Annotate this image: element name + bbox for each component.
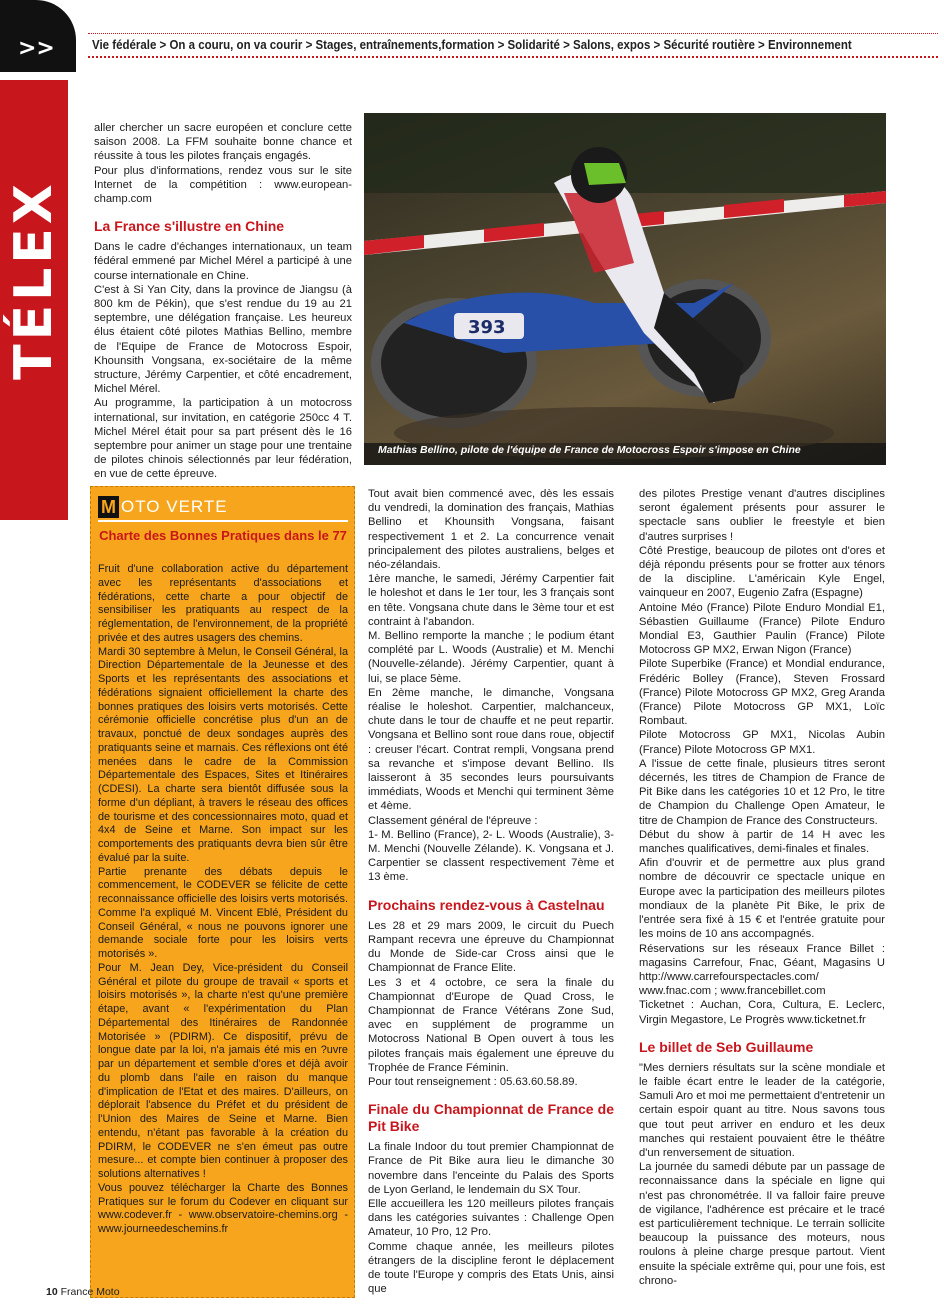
box-divider [98,520,348,522]
paragraph: Les 3 et 4 octobre, ce sera la finale du Championnat d'Europe de Quad Cross, le Championnat de France Vétérans Zone Sud, avec en supplément de programme un Motocross National B Open ouvert à tous les pilotes français mais également une épreuve du Trophée de France Féminin. [368,976,614,1074]
paragraph: Classement général de l'épreuve : [368,814,538,827]
paragraph: 1- M. Bellino (France), 2- L. Woods (Australie), 3- M. Menchi (Nouvelle Zélande). K. Vongsana et J. Carpentier se classent respectivement 7ème et 13 ème. [368,828,614,884]
section-label [4,140,64,420]
paragraph: Mardi 30 septembre à Melun, le Conseil Général, la Direction Départementale de la Jeunesse et des Sports et les représentants des associations et fédérations signaient officiellement la charte des bonnes pratiques des loisirs verts motorisés. Cette cérémonie officielle concrétise plus d'un an de travaux, ponctué de deux sondages auprès des pratiquants seine et marnais. Ces réflexions ont été menées dans le cadre de la Commission Départementale des Espaces, Sites et Itinéraires (CDESI). La charte sera bientôt diffusée sous la forme d'un dépliant, à travers le réseau des offices de tourisme et des concessionnaires moto, quad et 4x4 de Seine et Marne. Son impact sur les comportements des pratiquants devra bien sûr être évalué par la suite. [98,645,348,864]
paragraph: Pilote Motocross GP MX1, Nicolas Aubin (France) Pilote Motocross GP MX1. [639,729,885,756]
paragraph: Pour tout renseignement : 05.63.60.58.89. [368,1075,578,1088]
photo-illustration [364,113,886,465]
page-footer [46,1286,120,1298]
box-body [98,563,348,1237]
paragraph: Ticketnet : Auchan, Cora, Cultura, E. Leclerc, Virgin Megastore, Le Progrès www.ticketnet.fr [639,999,885,1026]
paragraph: Comme chaque année, les meilleurs pilotes étrangers de la discipline feront le déplacement de toute l'Europe y compris des Etats Unis, ainsi que [368,1240,614,1296]
column-2 [368,487,614,1296]
column-3 [639,487,885,1288]
section-title: TÉLEX [4,180,64,380]
motocross-photo [364,113,886,465]
article-heading: Prochains rendez-vous à Castelnau [368,896,605,913]
paragraph: "Mes derniers résultats sur la scène mondiale et le faible écart entre le leader de la catégorie, Samuli Aro et moi me permettaient d'entretenir un certain espoir quant au titre. Nous savons tous que tout peut arriver en enduro et les deux manches qui restaient pouvaient être le théâtre d'un renversement de situation. [639,1061,885,1159]
paragraph: La finale Indoor du tout premier Championnat de France de Pit Bike aura lieu le dimanche 30 novembre dans l'enceinte du Palais des Sports de Lyon Gerland, le lendemain du SX Tour. [368,1141,614,1196]
paragraph: Pour plus d'informations, rendez vous sur le site Internet de la compétition : www.european-champ.com [94,164,352,206]
paragraph: Fruit d'une collaboration active du département avec les représentants d'associations et fédérations, cette charte a pour objectif de sensibiliser les pratiquants au respect de la réglementation, de l'environnement, de la propriété privée et des autres usagers des chemins. [98,563,348,644]
paragraph: Les 28 et 29 mars 2009, le circuit du Puech Rampant recevra une épreuve du Championnat du Monde de Side-car Cross ainsi que le Championnat de France Elite. [368,919,614,975]
paragraph: Début du show à partir de 14 H avec les manches qualificatives, demi-finales et finales. [639,828,885,856]
paragraph: des pilotes Prestige venant d'autres disciplines seront également présents pour assurer le spectacle sans oublier le freestyle et bien d'autres surprises ! [639,488,885,543]
article-heading: Le billet de Seb Guillaume [639,1038,814,1055]
divider [88,56,938,58]
article-heading: La France s'illustre en Chine [94,218,285,235]
divider-top [88,33,938,34]
magazine-name: France Moto [60,1286,120,1298]
paragraph: M. Bellino remporte la manche ; le podium étant complété par L. Woods (Australie) et M. Menchi (Nouvelle-zélande). Jérémy Carpentier, quant à lui, se place 5ème. [368,630,614,685]
paragraph: Antoine Méo (France) Pilote Enduro Mondial E1, Sébastien Guillaume (France) Pilote Enduro Mondial E3, Gauthier Paulin (France) Pilote Motocross GP MX2, Erwan Nigon (France) [639,601,885,657]
brand-initial: M [98,496,119,518]
paragraph: Pour M. Jean Dey, Vice-président du Conseil Général et pilote du groupe de travail « sports et loisirs motorisés », la charte n'est qu'une première étape, avant « l'expérimentation du Plan Départemental des Itinéraires de Randonnée Motorisée » (PDIRM). Ce dispositif, prévu de longue date par la loi, n'a jamais été mis en ?uvre par un département et semble d'ores et déjà avoir du plomb dans l'aile en raison du manque d'implication de l'Etat et des maires. D'ailleurs, on déplorait l'absence du Préfet et du président de l'Union des Maires de Seine et Marne. Bien entendu, n'étant pas favorable à la création du PDIRM, le CODEVER ne s'en émeut pas outre mesure... et compte bien continuer à proposer des solutions alternatives ! [98,961,348,1180]
box-brand [98,496,228,518]
paragraph: Côté Prestige, beaucoup de pilotes ont d'ores et déjà répondu présents pour se frotter aux ténors de la discipline. L'américain Kyle Engel, vainqueur en 2007, Eugenio Zafra (Espagne) [639,544,885,600]
box-heading: Charte des Bonnes Pratiques dans le 77 [99,528,347,543]
article-heading: Finale du Championnat de France de Pit Bike [368,1101,614,1135]
column-1 [94,121,352,482]
paragraph: Vous pouvez télécharger la Charte des Bonnes Pratiques sur le forum du Codever en cliquant sur www.codever.fr - www.observatoire-chemins.org - www.journeedeschemins.fr [98,1181,348,1235]
paragraph: En 2ème manche, le dimanche, Vongsana réalise le holeshot. Carpentier, malchanceux, chute dans le tour de chauffe et ne peut repartir. Vongsana et Bellino sont roue dans roue, objectif : creuser l'écart. Contrat rempli, Vongsana prend sa revanche et s'impose devant Bellino. Ils laisseront à 35 secondes leurs poursuivants immédiats, Woods et Menchi qui terminent 3ème et 4ème. [368,686,614,813]
paragraph: Réservations sur les réseaux France Billet : magasins Carrefour, Fnac, Géant, Magasins U http://www.carrefourspectacles.com/ www.fnac.com ; www.francebillet.com [639,942,885,998]
paragraph: Dans le cadre d'échanges internationaux, un team fédéral emmené par Michel Mérel a participé à une course internationale en Chine. [94,241,352,282]
paragraph: C'est à Si Yan City, dans la province de Jiangsu (à 800 km de Pékin), que s'est rendue du 19 au 21 septembre, une délégation française. Les heureux élus étaient côté pilotes Mathias Bellino, membre de l'Equipe de France de Motocross Espoir, Khounsith Vongsana, ex-sociétaire de la même structure, Jérémy Carpentier, et côté encadrement, Michel Mérel. [94,283,352,396]
paragraph: Elle accueillera les 120 meilleurs pilotes français dans les catégories suivantes : Challenge Open Amateur, 10 Pro, 12 Pro. [368,1197,614,1239]
bike-number: 393 [468,317,506,338]
nav-arrows[interactable]: >> [18,36,55,61]
paragraph: A l'issue de cette finale, plusieurs titres seront décernés, les titres de Champion de France de Pit Bike dans les catégories 10 et 12 Pro, le titre de Champion du Challenge Open Amateur, le titre de Champion de France des Constructeurs. [639,757,885,827]
brand-text: OTO VERTE [121,497,228,516]
paragraph: aller chercher un sacre européen et conclure cette saison 2008. La FFM souhaite bonne chance et réussite à tous les pilotes français engagés. [94,122,352,163]
paragraph: Pilote Superbike (France) et Mondial endurance, Frédéric Bolley (France), Steven Frossard (France) Pilote Motocross GP MX2, Greg Aranda (France) Pilote Motocross GP MX1, Loïc Rombaut. [639,658,885,728]
paragraph: Afin d'ouvrir et de permettre aux plus grand nombre de découvrir ce spectacle unique en Europe avec la participation des meilleurs pilotes mondiaux de la planète Pit Bike, le prix de l'entrée sera fixé à 15 € et l'entrée gratuite pour les moins de 10 ans accompagnés. [639,857,885,941]
page-number: 10 [46,1286,58,1298]
paragraph: 1ère manche, le samedi, Jérémy Carpentier fait le holeshot et dans le 1er tour, les 3 français sont en tête. Vongsana chute dans le 3ème tour et est contraint à l'abandon. [368,573,614,628]
photo-caption: Mathias Bellino, pilote de l'équipe de France de Motocross Espoir s'impose en Chine [378,444,801,456]
breadcrumb[interactable]: Vie fédérale > On a couru, on va courir > Stages, entraînements,formation > Solidarité > Salons, expos > Sécurité routière > Environnement [92,38,852,52]
paragraph: Au programme, la participation à un motocross international, sur invitation, en catégorie 250cc 4 T. Michel Mérel était pour sa part présent dès le 16 septembre pour animer un stage pour une trentaine de pilotes chinois sélectionnés par leur fédération, en vue de cette épreuve. [94,397,352,481]
paragraph: Tout avait bien commencé avec, dès les essais du vendredi, la domination des français, Mathias Bellino et Khounsith Vongsana, faisant respectivement 1 et 2. La concurrence venait principalement des pilotes australiens, belges et néo-zélandais. [368,488,614,572]
paragraph: Partie prenante des débats depuis le commencement, le CODEVER se félicite de cette reconnaissance officielle des loisirs verts motorisés. Comme l'a expliqué M. Vincent Eblé, Président du Conseil Général, « nous ne pouvons ignorer une demande sociale forte pour les loisirs verts motorisés ». [98,865,348,960]
paragraph: La journée du samedi débute par un passage de reconnaissance dans la spéciale en ligne qui n'est pas chronométrée. Il va falloir faire preuve de vigilance, l'adhérence est précaire et le tracé est particulièrement technique. Le terrain sollicite beaucoup la puissance des moteurs, nous roulons à pleine charge presque partout. Vient ensuite la spéciale extrême qui, pour une fois, est chrono- [639,1161,885,1287]
